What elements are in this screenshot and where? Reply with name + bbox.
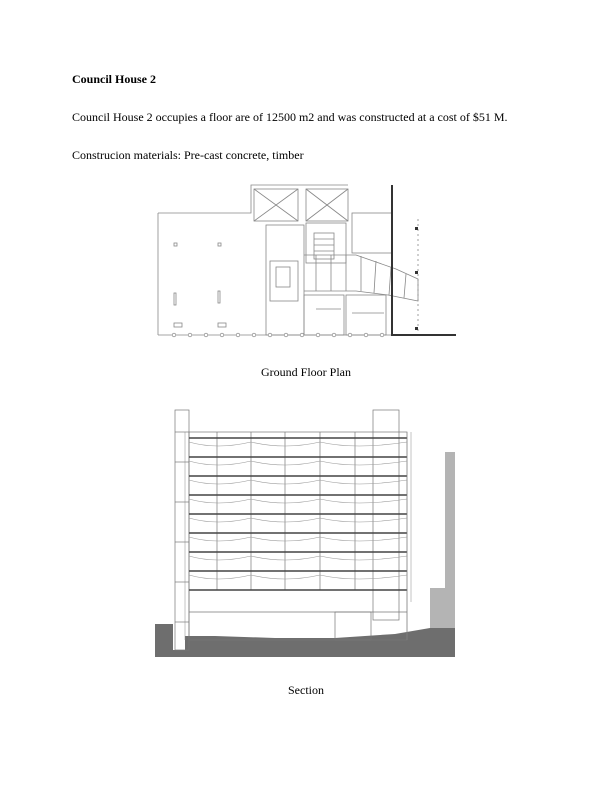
figure-caption-section: Section [288, 683, 324, 697]
ground-floor-plan-image [156, 183, 456, 341]
paragraph-materials: Construcion materials: Pre-cast concrete, timber [72, 148, 304, 162]
paragraph-area-cost: Council House 2 occupies a floor are of 12500 m2 and was constructed at a cost of $51 M. [72, 110, 508, 124]
document-title: Council House 2 [72, 72, 157, 86]
building-section-image [155, 402, 455, 657]
figure-caption-floor-plan: Ground Floor Plan [261, 365, 351, 379]
